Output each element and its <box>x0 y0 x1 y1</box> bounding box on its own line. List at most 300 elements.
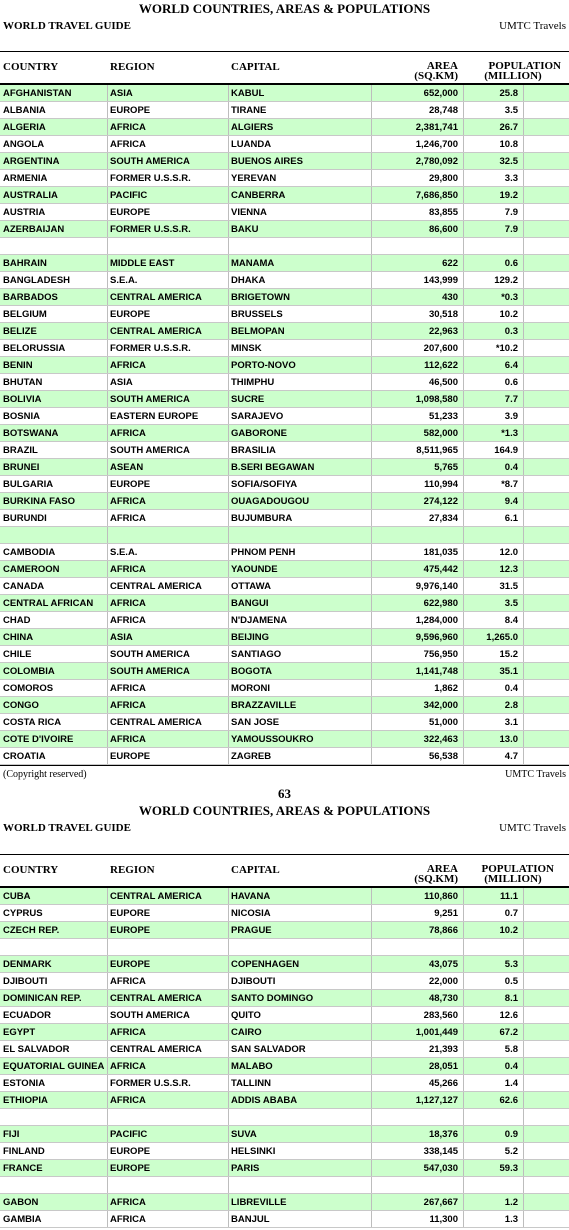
grid-line <box>463 990 464 1006</box>
cell-area: 112,622 <box>424 360 458 371</box>
cell-country: ANGOLA <box>3 139 45 150</box>
cell-region: EASTERN EUROPE <box>110 411 199 422</box>
cell-capital: THIMPHU <box>231 377 275 388</box>
grid-line <box>463 1211 464 1227</box>
cell-area: 267,667 <box>423 1197 458 1208</box>
cell-population: 8.1 <box>504 993 518 1004</box>
grid-line <box>371 425 372 441</box>
grid-line <box>523 425 524 441</box>
cell-area: 22,963 <box>428 326 458 337</box>
grid-line <box>228 459 229 475</box>
grid-line <box>523 255 524 271</box>
cell-population: 0.5 <box>504 976 518 987</box>
grid-line <box>107 323 108 339</box>
grid-line <box>523 595 524 611</box>
grid-line <box>371 748 372 764</box>
grid-line <box>523 1126 524 1142</box>
table-row <box>0 1194 569 1211</box>
col-capital: CAPITAL <box>231 864 280 876</box>
cell-country: FINLAND <box>3 1146 45 1157</box>
cell-region <box>110 1109 228 1126</box>
grid-line <box>523 442 524 458</box>
grid-line <box>371 153 372 169</box>
grid-line <box>107 697 108 713</box>
column-header <box>0 51 569 85</box>
cell-area: 1,246,700 <box>415 139 458 150</box>
cell-capital: CAIRO <box>231 1027 262 1038</box>
grid-line <box>228 1007 229 1023</box>
grid-line <box>371 1007 372 1023</box>
table-row <box>0 340 569 357</box>
cell-area: 110,860 <box>424 891 458 902</box>
grid-line <box>371 990 372 1006</box>
cell-capital <box>231 527 371 544</box>
cell-population: 6.1 <box>504 513 518 524</box>
cell-population: 3.9 <box>504 411 518 422</box>
cell-region: AFRICA <box>110 615 146 626</box>
sheet-page-2 <box>0 802 569 1228</box>
grid-line <box>523 238 524 254</box>
grid-line <box>523 272 524 288</box>
col-area: AREA <box>426 60 458 72</box>
cell-capital: SUCRE <box>231 394 265 405</box>
grid-line <box>228 663 229 679</box>
cell-area <box>374 1109 464 1126</box>
grid-line <box>371 442 372 458</box>
grid-line <box>371 374 372 390</box>
grid-line <box>228 905 229 921</box>
cell-population: 25.8 <box>499 88 518 99</box>
table-row <box>0 888 569 905</box>
cell-region: AFRICA <box>110 700 146 711</box>
table-row <box>0 391 569 408</box>
grid-line <box>523 973 524 989</box>
cell-area: 46,500 <box>428 377 458 388</box>
grid-line <box>463 85 464 101</box>
grid-line <box>371 905 372 921</box>
cell-area: 7,686,850 <box>415 190 458 201</box>
cell-capital: MANAMA <box>231 258 275 269</box>
guide-row <box>0 18 569 35</box>
cell-country: CHAD <box>3 615 31 626</box>
grid-line <box>523 697 524 713</box>
table-row <box>0 119 569 136</box>
table-row <box>0 187 569 204</box>
grid-line <box>371 1024 372 1040</box>
cell-region: PACIFIC <box>110 1129 148 1140</box>
col-region: REGION <box>110 864 155 876</box>
col-population: POPULATION <box>488 60 561 72</box>
cell-capital: SOFIA/SOFIYA <box>231 479 298 490</box>
grid-line <box>523 1194 524 1210</box>
cell-region: EUROPE <box>110 1163 151 1174</box>
grid-line <box>463 697 464 713</box>
cell-area <box>374 939 464 956</box>
table-row-blank <box>0 527 569 544</box>
grid-line <box>523 102 524 118</box>
grid-line <box>371 85 372 101</box>
cell-country: BOLIVIA <box>3 394 42 405</box>
cell-area <box>374 1177 464 1194</box>
cell-region: AFRICA <box>110 564 146 575</box>
grid-line <box>523 956 524 972</box>
cell-region: PACIFIC <box>110 190 148 201</box>
cell-area: 18,376 <box>428 1129 458 1140</box>
grid-line <box>228 1092 229 1108</box>
cell-region: SOUTH AMERICA <box>110 394 190 405</box>
cell-area: 547,030 <box>423 1163 458 1174</box>
cell-population: 59.3 <box>499 1163 518 1174</box>
grid-line <box>523 646 524 662</box>
cell-country: ARGENTINA <box>3 156 60 167</box>
cell-capital <box>231 939 371 956</box>
cell-area: 21,393 <box>428 1044 458 1055</box>
grid-line <box>523 1143 524 1159</box>
grid-line <box>371 357 372 373</box>
grid-line <box>228 595 229 611</box>
grid-line <box>228 136 229 152</box>
grid-line <box>228 272 229 288</box>
sheet-title: WORLD COUNTRIES, AREAS & POPULATIONS <box>138 803 431 818</box>
cell-population: 129.2 <box>494 275 518 286</box>
cell-population: 8.4 <box>504 615 518 626</box>
cell-population: 0.4 <box>504 1061 518 1072</box>
cell-capital: VIENNA <box>231 207 267 218</box>
col-country: COUNTRY <box>3 864 59 876</box>
grid-line <box>107 731 108 747</box>
cell-area: 274,122 <box>423 496 458 507</box>
cell-population: 0.4 <box>504 683 518 694</box>
grid-line <box>228 204 229 220</box>
grid-line <box>107 306 108 322</box>
cell-region: AFRICA <box>110 1214 146 1225</box>
title-row <box>0 802 569 820</box>
grid-line <box>228 255 229 271</box>
grid-line <box>523 357 524 373</box>
grid-line <box>107 340 108 356</box>
cell-country <box>3 527 107 544</box>
cell-area: 1,284,000 <box>415 615 458 626</box>
cell-capital: PHNOM PENH <box>231 547 296 558</box>
grid-line <box>107 595 108 611</box>
grid-line <box>107 1041 108 1057</box>
cell-area: 2,381,741 <box>415 122 458 133</box>
cell-population: 10.8 <box>499 139 518 150</box>
table-row <box>0 323 569 340</box>
cell-region: ASIA <box>110 88 133 99</box>
table-row <box>0 680 569 697</box>
grid-line <box>371 888 372 904</box>
cell-capital: GABORONE <box>231 428 287 439</box>
cell-region: ASIA <box>110 632 133 643</box>
grid-line <box>463 170 464 186</box>
cell-area: 51,000 <box>428 717 458 728</box>
grid-line <box>228 956 229 972</box>
cell-region: AFRICA <box>110 598 146 609</box>
cell-capital: YAOUNDE <box>231 564 278 575</box>
table-row <box>0 1024 569 1041</box>
cell-population: 12.6 <box>499 1010 518 1021</box>
cell-region: AFRICA <box>110 683 146 694</box>
cell-capital: TALLINN <box>231 1078 271 1089</box>
grid-line <box>463 1007 464 1023</box>
grid-line <box>371 102 372 118</box>
grid-line <box>107 1160 108 1176</box>
grid-line <box>463 888 464 904</box>
cell-capital: QUITO <box>231 1010 261 1021</box>
cell-country: COTE D'IVOIRE <box>3 734 74 745</box>
cell-region: EUPORE <box>110 908 151 919</box>
cell-region: AFRICA <box>110 122 146 133</box>
grid-line <box>371 680 372 696</box>
grid-line <box>371 238 372 254</box>
cell-area: 1,127,127 <box>415 1095 458 1106</box>
cell-capital <box>231 1177 371 1194</box>
grid-line <box>463 323 464 339</box>
cell-population: 3.5 <box>504 105 518 116</box>
grid-line <box>107 408 108 424</box>
cell-capital: BUENOS AIRES <box>231 156 303 167</box>
cell-area: 622 <box>442 258 458 269</box>
footer-row <box>0 765 569 782</box>
grid-line <box>228 680 229 696</box>
grid-line <box>371 973 372 989</box>
grid-line <box>523 289 524 305</box>
grid-line <box>523 1211 524 1227</box>
grid-line <box>523 1160 524 1176</box>
cell-capital: MINSK <box>231 343 262 354</box>
grid-line <box>523 136 524 152</box>
cell-region: FORMER U.S.S.R. <box>110 1078 191 1089</box>
grid-line <box>107 1007 108 1023</box>
grid-line <box>463 544 464 560</box>
cell-region: ASEAN <box>110 462 144 473</box>
grid-line <box>371 408 372 424</box>
cell-region: AFRICA <box>110 360 146 371</box>
grid-line <box>523 527 524 543</box>
table-row <box>0 476 569 493</box>
cell-country: BOSNIA <box>3 411 40 422</box>
table-row <box>0 136 569 153</box>
grid-line <box>371 544 372 560</box>
cell-population: 32.5 <box>499 156 518 167</box>
grid-line <box>228 748 229 764</box>
col-area: AREA <box>426 863 458 875</box>
cell-area: 45,266 <box>428 1078 458 1089</box>
grid-line <box>228 170 229 186</box>
grid-line <box>371 714 372 730</box>
cell-area: 11,300 <box>429 1214 458 1225</box>
grid-line <box>463 595 464 611</box>
grid-line <box>107 612 108 628</box>
grid-line <box>107 888 108 904</box>
cell-region <box>110 527 228 544</box>
grid-line <box>228 374 229 390</box>
grid-line <box>523 153 524 169</box>
cell-country: CUBA <box>3 891 31 902</box>
table-row <box>0 1160 569 1177</box>
grid-line <box>463 510 464 526</box>
cell-country: COMOROS <box>3 683 54 694</box>
grid-line <box>107 374 108 390</box>
cell-country: ALBANIA <box>3 105 46 116</box>
grid-line <box>523 85 524 101</box>
grid-line <box>107 1143 108 1159</box>
grid-line <box>228 153 229 169</box>
cell-capital: YAMOUSSOUKRO <box>231 734 314 745</box>
cell-area: 43,075 <box>428 959 458 970</box>
cell-region: AFRICA <box>110 1095 146 1106</box>
grid-line <box>523 374 524 390</box>
grid-line <box>463 102 464 118</box>
grid-line <box>523 306 524 322</box>
grid-line <box>228 1177 229 1193</box>
table-row <box>0 102 569 119</box>
cell-region: SOUTH AMERICA <box>110 666 190 677</box>
grid-line <box>107 238 108 254</box>
cell-region: FORMER U.S.S.R. <box>110 224 191 235</box>
cell-area: 86,600 <box>428 224 458 235</box>
cell-region: AFRICA <box>110 976 146 987</box>
col-area-unit: (SQ.KM) <box>414 70 458 82</box>
cell-area: 1,141,748 <box>415 666 458 677</box>
column-header <box>0 854 569 888</box>
table-row <box>0 1075 569 1092</box>
grid-line <box>463 459 464 475</box>
cell-country: BRUNEI <box>3 462 40 473</box>
grid-line <box>371 595 372 611</box>
grid-line <box>107 561 108 577</box>
grid-line <box>107 187 108 203</box>
cell-region: CENTRAL AMERICA <box>110 1044 202 1055</box>
country-table-body <box>0 85 569 765</box>
grid-line <box>107 153 108 169</box>
cell-area: 5,765 <box>434 462 458 473</box>
cell-capital: BRUSSELS <box>231 309 283 320</box>
grid-line <box>463 1177 464 1193</box>
cell-region: CENTRAL AMERICA <box>110 581 202 592</box>
cell-population: 13.0 <box>499 734 518 745</box>
table-row <box>0 255 569 272</box>
cell-area: 283,560 <box>423 1010 458 1021</box>
cell-country: EL SALVADOR <box>3 1044 70 1055</box>
grid-line <box>523 340 524 356</box>
cell-country: BENIN <box>3 360 33 371</box>
cell-region: EUROPE <box>110 105 151 116</box>
grid-line <box>463 374 464 390</box>
cell-population: 3.1 <box>504 717 518 728</box>
cell-area: 56,538 <box>428 751 458 762</box>
cell-country: BURUNDI <box>3 513 47 524</box>
grid-line <box>107 527 108 543</box>
grid-line <box>523 1007 524 1023</box>
cell-population: 0.6 <box>504 377 518 388</box>
cell-country: BELIZE <box>3 326 37 337</box>
cell-population: 3.3 <box>504 173 518 184</box>
col-country: COUNTRY <box>3 61 59 73</box>
grid-line <box>463 1194 464 1210</box>
grid-line <box>463 1143 464 1159</box>
table-row <box>0 153 569 170</box>
grid-line <box>107 629 108 645</box>
cell-country: CENTRAL AFRICAN <box>3 598 94 609</box>
cell-area: 756,950 <box>423 649 458 660</box>
table-row <box>0 442 569 459</box>
grid-line <box>463 578 464 594</box>
cell-capital: HELSINKI <box>231 1146 276 1157</box>
cell-country: AUSTRIA <box>3 207 46 218</box>
grid-line <box>463 731 464 747</box>
grid-line <box>523 204 524 220</box>
cell-area: 28,051 <box>428 1061 458 1072</box>
grid-line <box>228 714 229 730</box>
grid-line <box>463 748 464 764</box>
cell-country: ARMENIA <box>3 173 48 184</box>
grid-line <box>228 1075 229 1091</box>
guide-row <box>0 820 569 837</box>
grid-line <box>523 680 524 696</box>
cell-area: 338,145 <box>423 1146 458 1157</box>
cell-region: EUROPE <box>110 959 151 970</box>
grid-line <box>228 1041 229 1057</box>
cell-area: 622,980 <box>423 598 458 609</box>
cell-capital: ZAGREB <box>231 751 272 762</box>
cell-country: FRANCE <box>3 1163 43 1174</box>
cell-area: 342,000 <box>423 700 458 711</box>
grid-line <box>228 973 229 989</box>
cell-area: 22,000 <box>428 976 458 987</box>
grid-line <box>371 956 372 972</box>
cell-country: CYPRUS <box>3 908 43 919</box>
table-row <box>0 731 569 748</box>
grid-line <box>523 629 524 645</box>
grid-line <box>228 102 229 118</box>
cell-capital: BRIGETOWN <box>231 292 290 303</box>
grid-line <box>463 425 464 441</box>
cell-region: AFRICA <box>110 428 146 439</box>
grid-line <box>228 408 229 424</box>
cell-region: EUROPE <box>110 925 151 936</box>
cell-region: SOUTH AMERICA <box>110 156 190 167</box>
grid-line <box>523 561 524 577</box>
grid-line <box>523 578 524 594</box>
grid-line <box>371 1058 372 1074</box>
table-row <box>0 905 569 922</box>
cell-capital: DJIBOUTI <box>231 976 276 987</box>
cell-capital: OUAGADOUGOU <box>231 496 310 507</box>
cell-country: FIJI <box>3 1129 20 1140</box>
grid-line <box>523 1092 524 1108</box>
grid-line <box>228 990 229 1006</box>
cell-capital: BEIJING <box>231 632 270 643</box>
cell-capital <box>231 1109 371 1126</box>
cell-area: 29,800 <box>428 173 458 184</box>
col-population-unit: (MILLION) <box>484 70 542 82</box>
grid-line <box>228 1160 229 1176</box>
grid-line <box>371 629 372 645</box>
grid-line <box>371 323 372 339</box>
grid-line <box>371 187 372 203</box>
grid-line <box>463 922 464 938</box>
grid-line <box>228 646 229 662</box>
cell-population: 12.3 <box>499 564 518 575</box>
grid-line <box>228 1211 229 1227</box>
grid-line <box>107 1177 108 1193</box>
grid-line <box>107 476 108 492</box>
cell-population <box>464 1177 524 1194</box>
grid-line <box>228 119 229 135</box>
cell-country: BELGIUM <box>3 309 47 320</box>
